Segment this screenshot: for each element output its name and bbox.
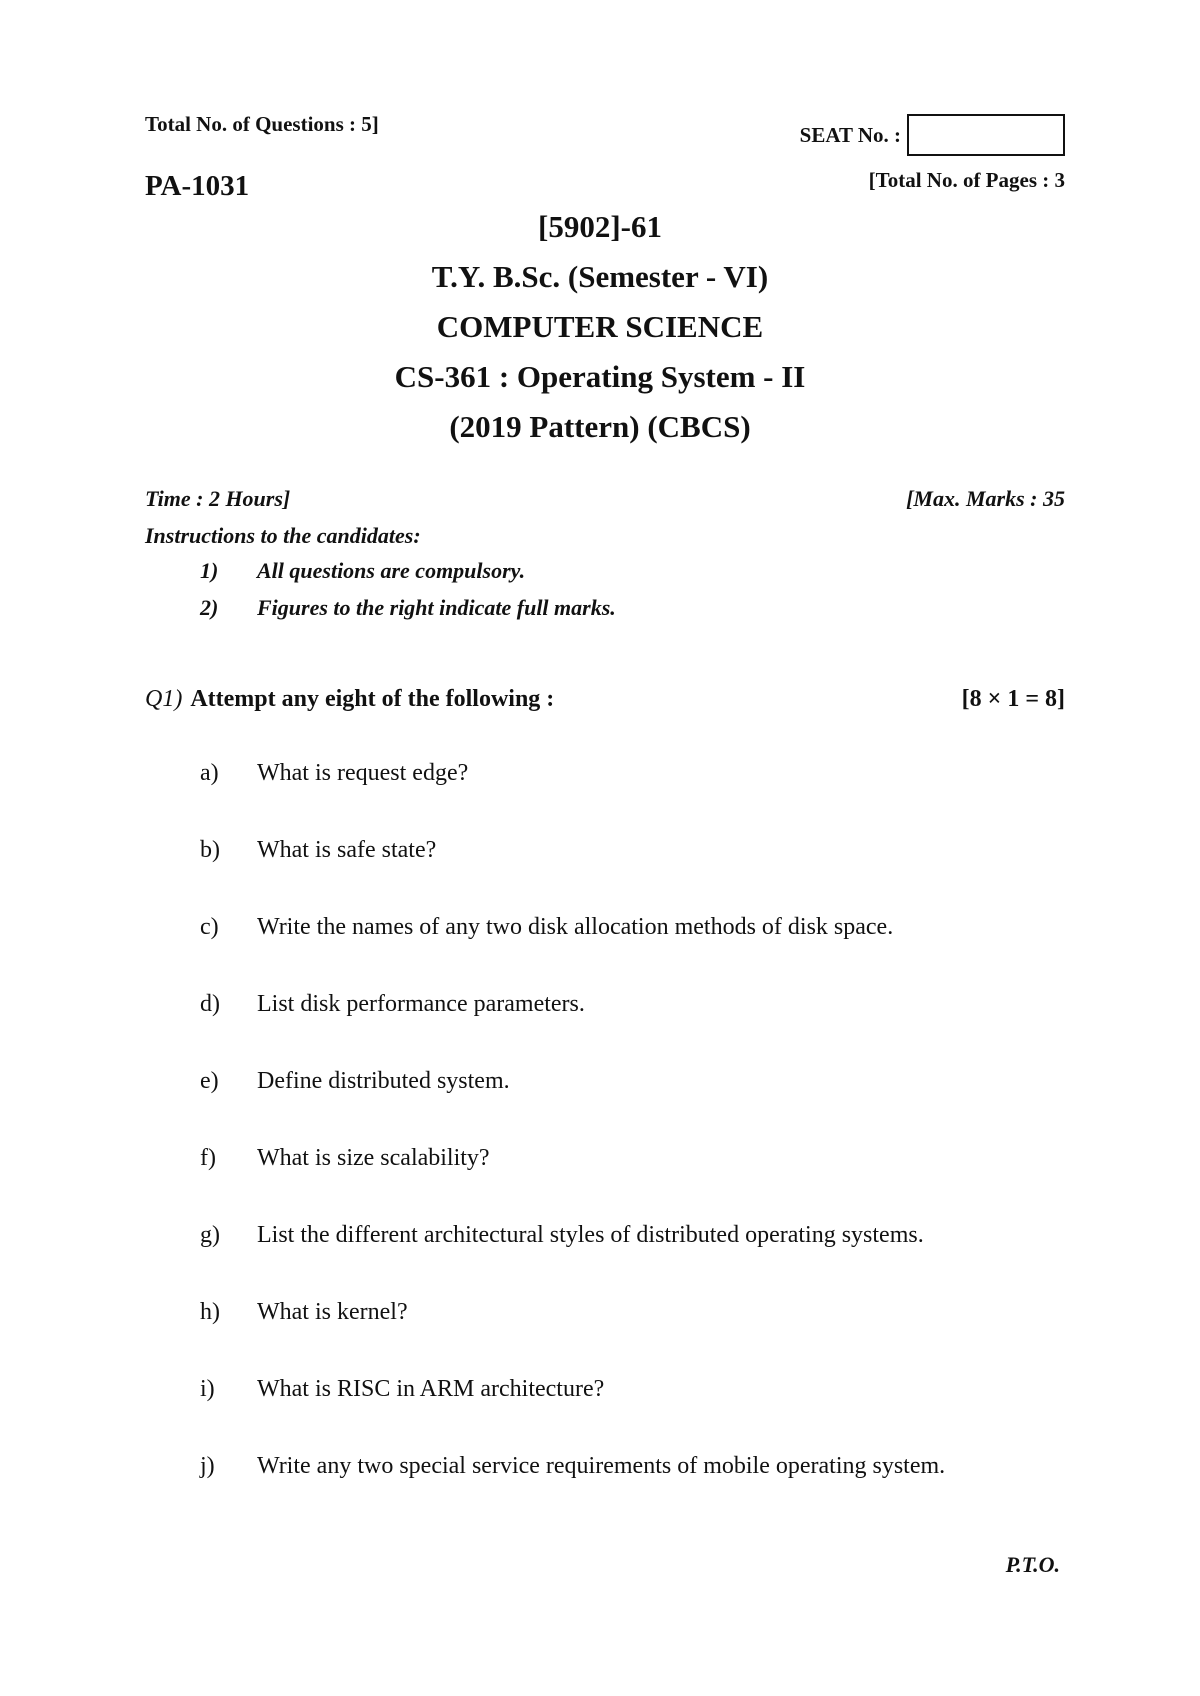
total-pages: [Total No. of Pages : 3 [868, 168, 1065, 192]
item-text: List the different architectural styles of distributed operating systems. [257, 1222, 924, 1248]
course-name: T.Y. B.Sc. (Semester - VI) [431, 259, 769, 294]
list-item [200, 1222, 1080, 1299]
question-heading: Attempt any eight of the following : [190, 686, 555, 712]
question-number: Q1) [145, 686, 183, 712]
paper-code: PA-1031 [145, 170, 250, 202]
paper-name: CS-361 : Operating System - II [394, 359, 806, 394]
list-item [200, 1145, 1080, 1222]
item-letter: f) [200, 1145, 216, 1171]
seat-number-box[interactable] [907, 114, 1065, 156]
instruction-item [200, 558, 616, 595]
item-letter: g) [200, 1222, 220, 1248]
time-marks-row [145, 486, 1065, 512]
list-item [200, 837, 1080, 914]
instructions-list [200, 558, 616, 632]
item-letter: j) [200, 1453, 215, 1479]
pattern: (2019 Pattern) (CBCS) [449, 409, 751, 444]
question-1-heading [145, 686, 1065, 713]
list-item [200, 914, 1080, 991]
total-questions: Total No. of Questions : 5] [145, 112, 379, 136]
pto-label: P.T.O. [1005, 1552, 1060, 1577]
item-text: List disk performance parameters. [257, 991, 585, 1017]
list-item [200, 1453, 1080, 1530]
item-letter: e) [200, 1068, 219, 1094]
list-item [200, 991, 1080, 1068]
item-letter: a) [200, 760, 219, 786]
item-text: What is safe state? [257, 837, 437, 863]
item-text: Write the names of any two disk allocation methods of disk space. [257, 914, 894, 940]
list-item [200, 760, 1080, 837]
instruction-text: Figures to the right indicate full marks. [257, 595, 616, 620]
exam-title-block [0, 202, 1200, 452]
item-text: What is RISC in ARM architecture? [257, 1376, 605, 1402]
list-item [200, 1068, 1080, 1145]
item-letter: i) [200, 1376, 215, 1402]
time-limit: Time : 2 Hours] [145, 486, 291, 511]
item-text: What is size scalability? [257, 1145, 490, 1171]
seat-label: SEAT No. : [799, 122, 901, 147]
question-1-items [200, 760, 1080, 1530]
item-text: Define distributed system. [257, 1068, 510, 1094]
max-marks: [Max. Marks : 35 [906, 486, 1065, 511]
instruction-number: 2) [200, 595, 219, 620]
instruction-number: 1) [200, 558, 219, 583]
item-text: Write any two special service requirements of mobile operating system. [257, 1453, 946, 1479]
item-letter: c) [200, 914, 219, 940]
list-item [200, 1299, 1080, 1376]
question-marks: [8 × 1 = 8] [961, 686, 1065, 712]
list-item [200, 1376, 1080, 1453]
question-1-title [145, 686, 554, 713]
subject-name: COMPUTER SCIENCE [436, 309, 764, 344]
item-text: What is request edge? [257, 760, 469, 786]
item-letter: b) [200, 837, 220, 863]
item-letter: h) [200, 1299, 220, 1325]
instructions-title: Instructions to the candidates: [145, 523, 421, 548]
instruction-text: All questions are compulsory. [257, 558, 526, 583]
instruction-item [200, 595, 616, 632]
item-letter: d) [200, 991, 220, 1017]
exam-code: [5902]-61 [538, 209, 662, 244]
item-text: What is kernel? [257, 1299, 408, 1325]
seat-number-group [800, 114, 1065, 156]
